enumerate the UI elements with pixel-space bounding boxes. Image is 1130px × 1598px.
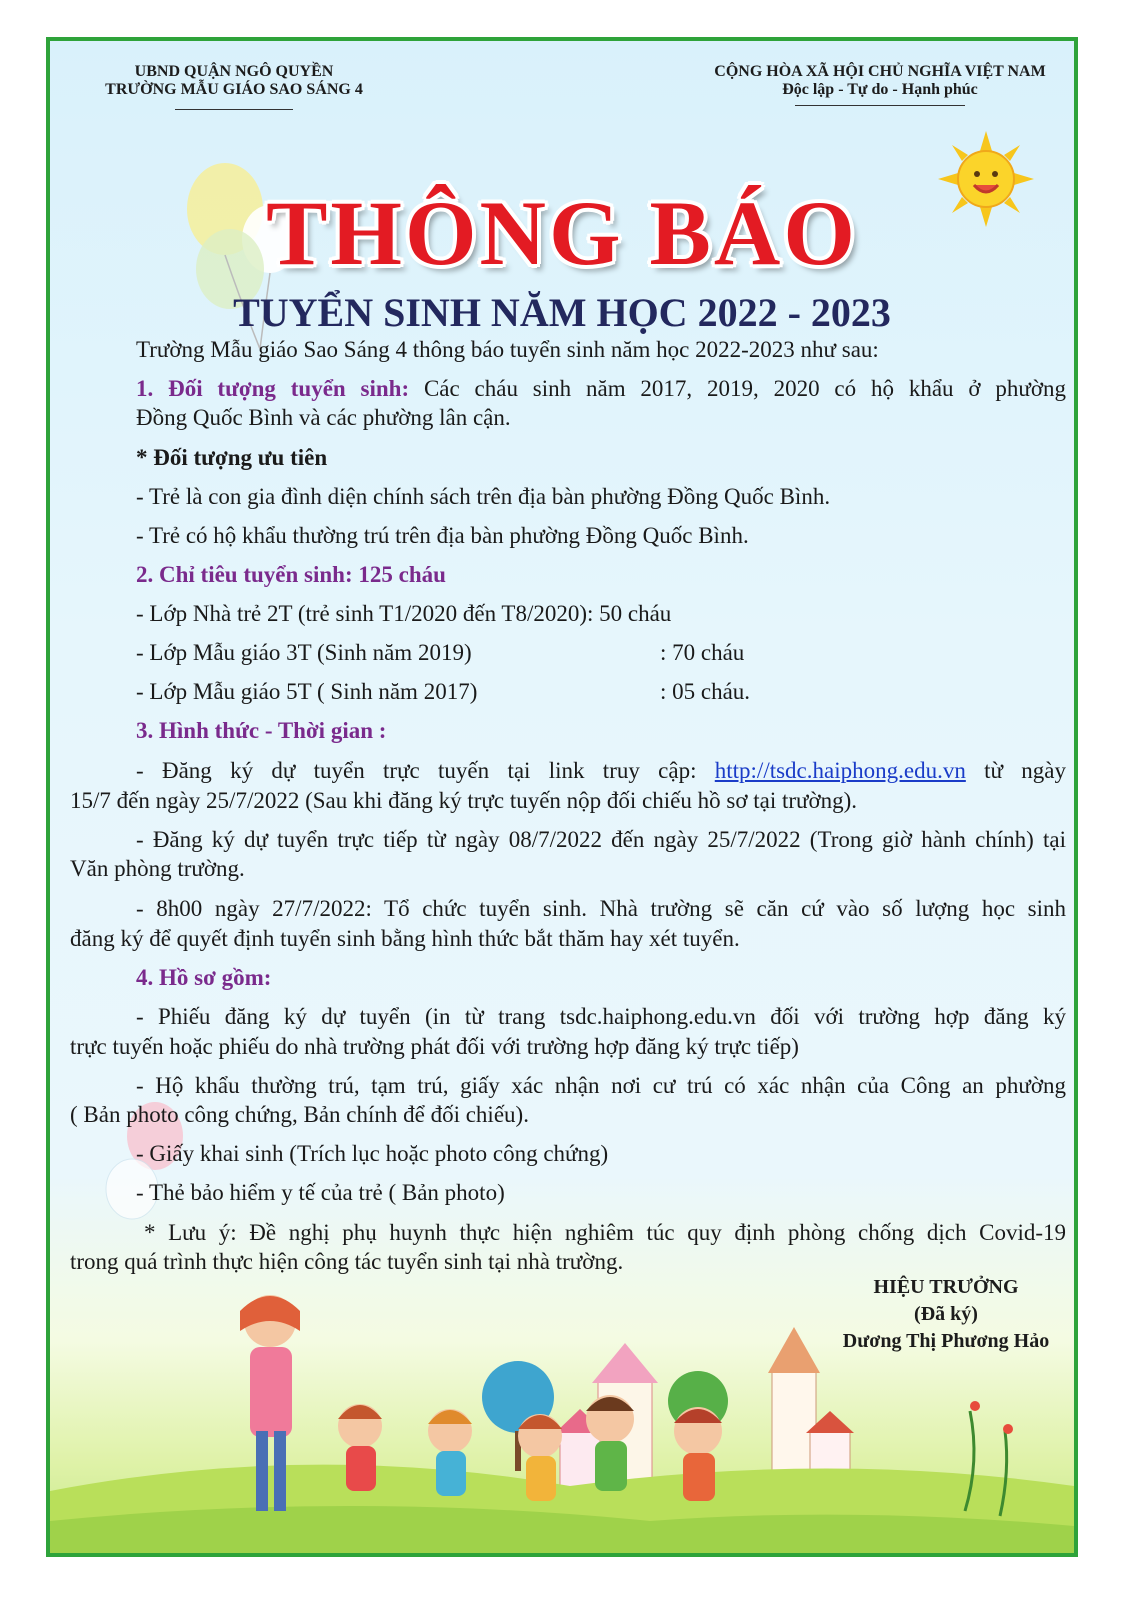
section4-p3: - Giấy khai sinh (Trích lục hoặc photo công chứng) [136,1141,609,1166]
section4-heading: 4. Hồ sơ gồm: [136,965,272,990]
note-line1: * Lưu ý: Đề nghị phụ huynh thực hiện nghiêm túc quy định phòng chống dịch Covid-19 [144,1220,1066,1245]
section4-p2-line2: ( Bản photo công chứng, Bản chính để đối chiếu). [70,1102,529,1127]
section3-p2-line1: - Đăng ký dự tuyển trực tiếp từ ngày 08/7/2022 đến ngày 25/7/2022 (Trong giờ hành chính) tại [136,827,1066,852]
signature-name: Dương Thị Phương Hảo [842,1330,1050,1352]
section1-heading: 1. Đối tượng tuyển sinh: [136,376,410,401]
section4-p1-line2: trực tuyến hoặc phiếu do nhà trường phát đối với trường hợp đăng ký trực tiếp) [70,1034,799,1059]
priority-heading: * Đối tượng ưu tiên [136,445,328,470]
quota-row-label: - Lớp Mẫu giáo 3T (Sinh năm 2019) [136,640,472,665]
section1-line1 [136,374,1066,404]
quota-row-value: : 70 cháu [660,640,745,665]
section3-p1-text: - Đăng ký dự tuyển trực tuyến tại link truy cập: [136,758,715,783]
section4-p1-line1: - Phiếu đăng ký dự tuyển (in từ trang tsdc.haiphong.edu.vn đối với trường hợp đăng ký [136,1004,1066,1029]
country-name: CỘNG HÒA XÃ HỘI CHỦ NGHĨA VIỆT NAM [714,63,1046,80]
section3-heading: 3. Hình thức - Thời gian : [136,718,387,743]
motto: Độc lập - Tự do - Hạnh phúc [782,81,978,98]
priority-item: - Trẻ là con gia đình diện chính sách trên địa bàn phường Đồng Quốc Bình. [136,484,831,509]
intro-text: Trường Mẫu giáo Sao Sáng 4 thông báo tuyển sinh năm học 2022-2023 như sau: [136,337,879,362]
section2-heading: 2. Chỉ tiêu tuyển sinh: 125 cháu [136,562,446,587]
header-left [84,63,384,110]
note-line2: trong quá trình thực hiện công tác tuyển sinh tại nhà trường. [70,1249,624,1274]
section3-p1-end: từ ngày [965,758,1066,783]
header-right [690,63,1070,106]
section4-p2-line1: - Hộ khẩu thường trú, tạm trú, giấy xác nhận nơi cư trú có xác nhận của Công an phường [136,1073,1066,1098]
signature-block [786,1274,1106,1355]
agency-name: UBND QUẬN NGÔ QUYỀN [134,63,334,80]
section3-p1-line1 [136,756,1066,786]
section4-p4: - Thẻ bảo hiểm y tế của trẻ ( Bản photo) [136,1180,505,1205]
quota-row-label: - Lớp Mẫu giáo 5T ( Sinh năm 2017) [136,679,478,704]
header-left-underline [175,109,293,110]
quota-row [136,599,1066,629]
section1-text: Các cháu sinh năm 2017, 2019, 2020 có hộ khẩu ở phường [409,376,1066,401]
section3-p1-line2: 15/7 đến ngày 25/7/2022 (Sau khi đăng ký trực tuyến nộp đối chiếu hồ sơ tại trường). [70,788,858,813]
quota-row-label: - Lớp Nhà trẻ 2T (trẻ sinh T1/2020 đến T8/2020): 50 cháu [136,601,672,626]
signature-status: (Đã ký) [914,1303,978,1325]
page-title: THÔNG BÁO [266,182,858,284]
header-right-underline [795,105,965,106]
quota-row [136,638,1066,668]
quota-row-value: : 05 cháu. [660,679,751,704]
school-name: TRƯỜNG MẪU GIÁO SAO SÁNG 4 [105,81,363,98]
section3-p3-line1: - 8h00 ngày 27/7/2022: Tổ chức tuyển sinh. Nhà trường sẽ căn cứ vào số lượng học sinh [136,896,1066,921]
section3-p2-line2: Văn phòng trường. [70,856,245,881]
page-subtitle: TUYỂN SINH NĂM HỌC 2022 - 2023 [233,290,891,335]
section1-line2: Đồng Quốc Bình và các phường lân cận. [136,405,511,430]
quota-row [136,677,1066,707]
section3-p3-line2: đăng ký để quyết định tuyển sinh bằng hình thức bắt thăm hay xét tuyển. [70,926,740,951]
signature-role: HIỆU TRƯỞNG [873,1276,1019,1298]
priority-item: - Trẻ có hộ khẩu thường trú trên địa bàn phường Đồng Quốc Bình. [136,523,749,548]
registration-link[interactable]: http://tsdc.haiphong.edu.vn [714,758,966,783]
